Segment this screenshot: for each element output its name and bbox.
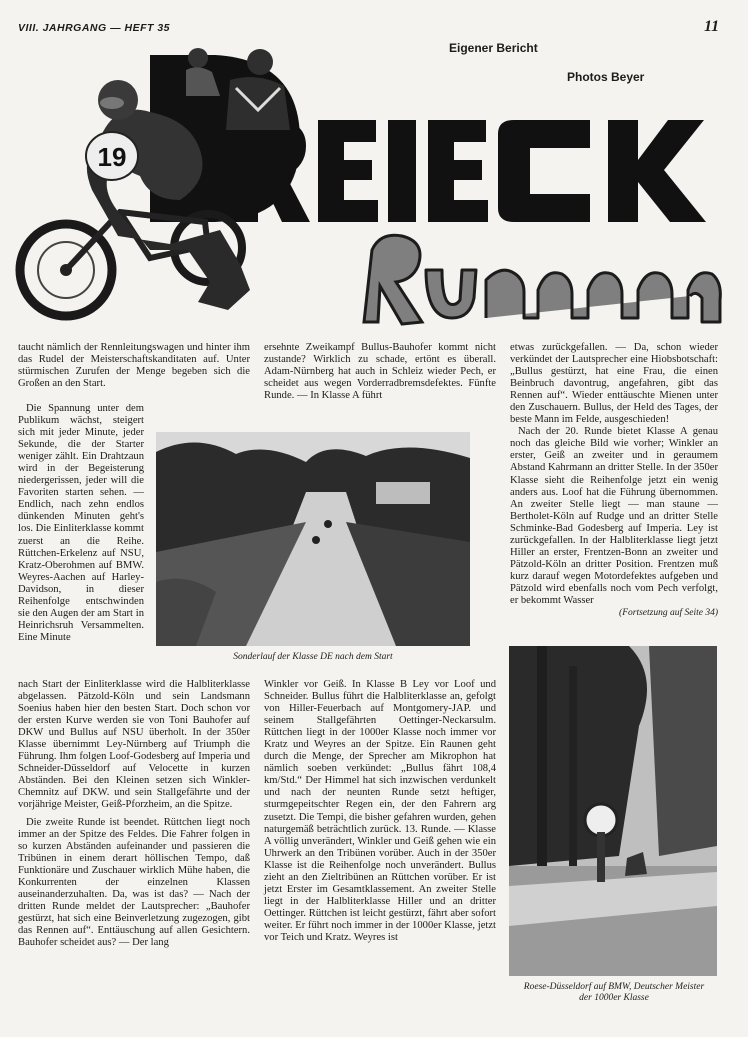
paragraph: Winkler vor Geiß. In Klasse B Ley vor Loof und Schneider. Bullus führt die Halbliterklasse an, gefolgt von Hiller-Feuerbach auf Montgomery-JAP. und seinem Stallgefährten Oettinger-Neckarsulm. Rüttchen liegt in der 1000er Klasse noch immer vor Kratz und Weyres an der Spitze. Ein Raunen geht durch die Menge, der Sprecher am Mikrophon hat nämlich soeben verkündet: „Bullus fährt 108,4 km/Std.“ Der Himmel hat sich inzwischen verdunkelt und nach der neunten Runde setzt heftiger, sturmgepeitschter Regen ein, der den Fahrern arg zusetzt. Die Tempi, die bisher gefahren wurden, gehen naturgemäß beträchtlich zurück. 13. Runde. — Klasse A völlig unverändert, Winkler und Geiß gehen wie ein Uhrwerk an den Tribünen vorüber. Auch in der 350er Klasse ist die Reihenfolge noch unverändert. Bullus zieht an den Zieltribünen an Rüttchen vorüber. Er ist jetzt Erster im Gesamtklassement. An zweiter Stelle liegt in der Halbliterklasse Hiller und an dritter Oettinger. Rüttchen ist leicht gestürzt, fährt aber sofort weiter. Er führt noch immer in der 1000er Klasse, jetzt vor Teich und Kratz. Weyres ist [264, 679, 496, 943]
paragraph: taucht nämlich der Rennleitungswagen und hinter ihm das Rudel der Meisterschaftskanditaten auf. Unter stürmischen Zurufen der Menge begeben sich die Großen an den Start. [18, 342, 250, 390]
title-script-rummel [364, 235, 720, 324]
bmw-rider-photo [509, 646, 717, 976]
paragraph: Die Spannung unter dem Publikum wächst, steigert sich mit jeder Minute, jeder Sekunde, die der Starter weniger zählt. Ein Drahtzaun wird in der Begeisterung niedergerissen, jeder will die Favoriten starten sehen. — Endlich, nach zehn endlos dünkenden Minuten geht's los. Die Einliterklasse kommt zuerst an die Reihe. Rüttchen-Erkelenz auf NSU, Kratz-Oberohmen auf BMW. Weyres-Aachen auf Harley-Davidson, in dieser Reihenfolge entschwinden sie den Augen der am Start in Heinrichsruh Versammelten. Eine Minute [18, 403, 144, 643]
column-left-narrow [18, 403, 144, 644]
paragraph: ersehnte Zweikampf Bullus-Bauhofer kommt nicht zustande? Wirklich zu schade, ertönt es überall. Adam-Nürnberg hat auch in Schleiz wieder Pech, er scheidet aus wegen Vorderradbremsdefektes. Fünfte Runde. — In Klasse A führt [264, 342, 496, 402]
photo2-caption-line1: Roese-Düsseldorf auf BMW, Deutscher Meister [523, 982, 705, 992]
paragraph: nach Start der Einliterklasse wird die Halbliterklasse abgelassen. Pätzold-Köln und sein Landsmann Soenius haben hier den besten Start. Doch schon vor der ersten Kurve werden sie von Toni Bauhofer auf DKW und Bullus auf NSU überholt. In der 350er Klasse übernimmt Ley-Nürnberg auf Triumph die Führung. Ihm folgen Loof-Godesberg auf Imperia und Schneider-Düsseldorf auf Velocette in kurzen Abständen. Bei den Kleinen setzen sich Winkler-Chemnitz auf DKW. und sein Stallgefährte und der vorjährige Meister, Geiß-Pforzheim, an die Spitze. [18, 679, 250, 811]
column-left-top [18, 342, 250, 390]
continuation-note: (Fortsetzung auf Seite 34) [619, 608, 718, 619]
photo1-caption: Sonderlauf der Klasse DE nach dem Start [233, 652, 393, 662]
photo2-caption-line2: der 1000er Klasse [579, 993, 649, 1003]
photo-credit: Photos Beyer [567, 70, 645, 84]
rider-number: 19 [97, 142, 127, 172]
issue-header: VIII. JAHRGANG — HEFT 35 [18, 22, 171, 34]
column-middle-top [264, 342, 496, 402]
photo2-caption [500, 982, 728, 1004]
byline: Eigener Bericht [449, 41, 538, 55]
title-block-letters [232, 120, 706, 222]
title-artwork [0, 0, 748, 340]
column-right-top [510, 342, 718, 619]
page-number: 11 [704, 18, 720, 35]
column-left-bottom [18, 679, 250, 949]
paragraph: etwas zurückgefallen. — Da, schon wieder verkündet der Lautsprecher eine Hiobsbotschaft: „Bullus gestürzt, hat eine Frau, die einen Beinbruch davontrug, angefahren, gibt das Rennen auf“. Wieder enttäuschte Mienen unter den Zuschauern. Bullus, der Held des Tages, der beste Mann im Felde, ausgeschieden! [510, 342, 718, 426]
paragraph: Die zweite Runde ist beendet. Rüttchen liegt noch immer an der Spitze des Feldes. Die Fahrer folgen in so kurzen Abständen aufeinander und passieren die Tribünen in einem derart höllischen Tempo, daß Funktionäre und Zuschauer wirklich Mühe haben, die Konkurrenten der einzelnen Klassen auseinanderzuhalten. Da, was ist das? — Nach der dritten Runde meldet der Lautsprecher: „Bauhofer gestürzt, hat sich eine Beinverletzung zugezogen, gibt das Rennen auf“. Enttäuschung auf allen Gesichtern. Bauhofer scheidet aus? — Der lang [18, 816, 250, 948]
race-start-photo [156, 432, 470, 646]
paragraph: Nach der 20. Runde bietet Klasse A genau noch das gleiche Bild wie vorher; Winkler an erster, Geiß an zweiter und in geraumem Abstand Kahrmann an dritter Stelle. In der 350er Klasse sieht die Reihenfolge jetzt ein wenig anders aus. Loof hat die Führung übernommen. An zweiter Stelle liegt — man staune — Bertholet-Köln auf Rudge und an dritter Stelle Schminke-Bad Godesberg auf Imperia. Ley ist zurückgefallen. In der Halbliterklasse liegt jetzt Hiller an erster, Frentzen-Bonn an zweiter und Pätzold-Köln an dritter Position. Frentzen muß kurz darauf wegen Motordefektes aufgeben und Pätzold wird ebenfalls noch vom Pech verfolgt, er bekommt Wasser [510, 426, 718, 606]
column-middle-bottom [264, 679, 496, 944]
